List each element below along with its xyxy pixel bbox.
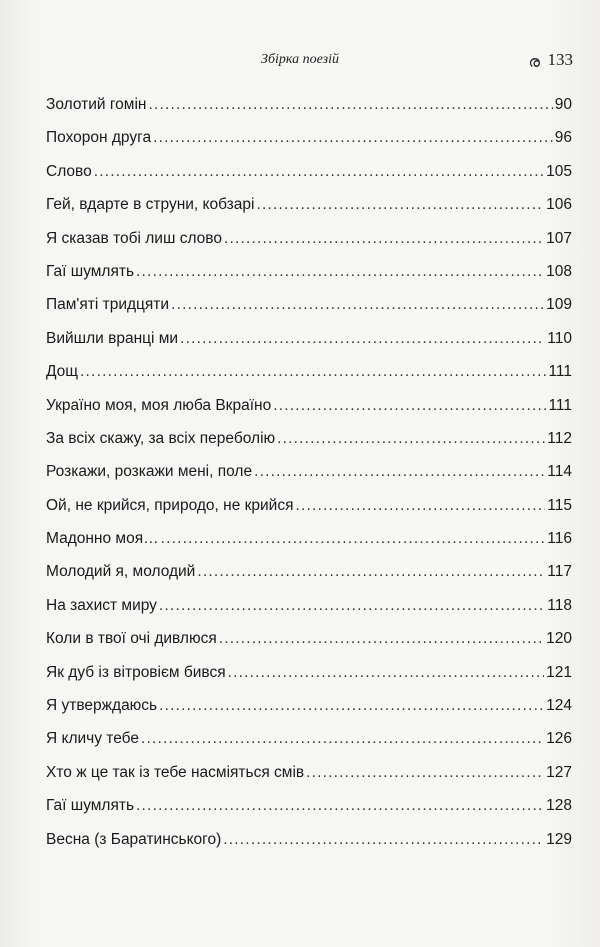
toc-entry-page: 116 [547, 530, 572, 548]
toc-dot-leader [228, 656, 545, 689]
toc-entry-page: 111 [548, 363, 572, 381]
toc-entry [46, 389, 572, 422]
toc-entry [46, 722, 572, 755]
toc-entry [46, 589, 572, 622]
toc-dot-leader [306, 756, 544, 789]
toc-entry-page: 96 [554, 129, 572, 147]
toc-entry-title: Гей, вдарте в струни, кобзарі [46, 196, 255, 214]
toc-entry-page: 112 [547, 429, 572, 447]
toc-entry-title: Я сказав тобі лиш слово [46, 229, 222, 247]
toc-dot-leader [136, 789, 544, 822]
toc-entry-title: На захист миру [46, 596, 157, 614]
toc-entry-page: 118 [547, 596, 572, 614]
toc-entry [46, 789, 572, 822]
toc-entry-page: 115 [547, 496, 572, 514]
toc-dot-leader [171, 288, 544, 321]
toc-entry [46, 355, 572, 388]
toc-entry [46, 689, 572, 722]
toc-entry-title: Коли в твої очі дивлюся [46, 630, 217, 648]
toc-entry-page: 121 [546, 663, 572, 681]
toc-dot-leader [256, 188, 544, 221]
toc-dot-leader [148, 88, 552, 121]
toc-entry-title: Вийшли вранці ми [46, 329, 179, 347]
toc-entry [46, 823, 572, 856]
ornament-icon: ര [528, 52, 540, 71]
toc-entry-title: Мадонно моя… [46, 530, 159, 548]
toc-entry-title: За всіх скажу, за всіх переболію [46, 429, 276, 447]
toc-dot-leader [161, 522, 546, 555]
toc-entry-page: 120 [546, 630, 572, 648]
toc-entry [46, 255, 572, 288]
toc-entry-title: Хто ж це так із тебе насміяться смів [46, 763, 305, 781]
toc-entry [46, 522, 572, 555]
toc-entry-title: Похорон друга [46, 129, 152, 147]
toc-dot-leader [277, 422, 545, 455]
toc-entry [46, 622, 572, 655]
toc-entry-title: Як дуб із вітровієм бився [46, 663, 226, 681]
toc-entry-page: 124 [546, 697, 572, 715]
toc-entry [46, 555, 572, 588]
toc-entry-page: 126 [546, 730, 572, 748]
toc-entry [46, 222, 572, 255]
toc-dot-leader [219, 622, 544, 655]
running-head [0, 50, 600, 74]
toc-dot-leader [153, 121, 553, 154]
toc-dot-leader [141, 722, 544, 755]
toc-entry-page: 128 [546, 797, 572, 815]
toc-dot-leader [223, 823, 544, 856]
toc-entry [46, 489, 572, 522]
toc-dot-leader [94, 155, 544, 188]
toc-dot-leader [254, 455, 545, 488]
toc-dot-leader [159, 689, 544, 722]
toc-entry [46, 756, 572, 789]
toc-entry-title: Гаї шумлять [46, 797, 135, 815]
toc-entry-title: Розкажи, розкажи мені, поле [46, 463, 253, 481]
toc-entry [46, 288, 572, 321]
toc-entry [46, 455, 572, 488]
toc-entry-page: 108 [546, 262, 572, 280]
toc-entry-page: 117 [547, 563, 572, 581]
toc-dot-leader [159, 589, 545, 622]
toc-entry-title: Молодий я, молодий [46, 563, 196, 581]
toc-entry-page: 106 [546, 196, 572, 214]
toc-dot-leader [180, 322, 545, 355]
toc-entry [46, 656, 572, 689]
toc-entry-page: 114 [547, 463, 572, 481]
toc-entry-page: 110 [547, 329, 572, 347]
toc-entry-page: 111 [548, 396, 572, 414]
page-number: 133 [547, 50, 573, 69]
toc-entry-title: Дощ [46, 363, 79, 381]
toc-entry-page: 105 [546, 162, 572, 180]
toc-dot-leader [224, 222, 544, 255]
book-title: Збірка поезій [261, 52, 339, 67]
toc-entry-page: 107 [546, 229, 572, 247]
toc-entry-title: Золотий гомін [46, 96, 147, 113]
toc-dot-leader [136, 255, 544, 288]
toc-entry-title: Україно моя, моя люба Вкраїно [46, 396, 272, 414]
toc-entry-title: Гаї шумлять [46, 262, 135, 280]
toc-entry-title: Я кличу тебе [46, 730, 139, 748]
toc-entry [46, 121, 572, 154]
toc-dot-leader [273, 389, 546, 422]
toc-entry [46, 322, 572, 355]
toc-dot-leader [197, 555, 545, 588]
toc-dot-leader [296, 489, 546, 522]
toc-entry-page: 90 [554, 96, 572, 113]
toc-entry-title: Весна (з Баратинського) [46, 830, 222, 848]
toc-dot-leader [80, 355, 546, 388]
toc-entry [46, 155, 572, 188]
toc-entry-page: 129 [546, 830, 572, 848]
table-of-contents [46, 88, 572, 856]
toc-entry-title: Слово [46, 162, 92, 180]
toc-entry-title: Я утверждаюсь [46, 697, 158, 715]
toc-entry [46, 188, 572, 221]
toc-entry [46, 422, 572, 455]
toc-entry-page: 127 [546, 763, 572, 781]
toc-entry-title: Ой, не крийся, природо, не крийся [46, 496, 294, 514]
toc-entry-page: 109 [546, 296, 572, 314]
toc-entry [46, 88, 572, 121]
toc-entry-title: Пам'яті тридцяти [46, 296, 170, 314]
